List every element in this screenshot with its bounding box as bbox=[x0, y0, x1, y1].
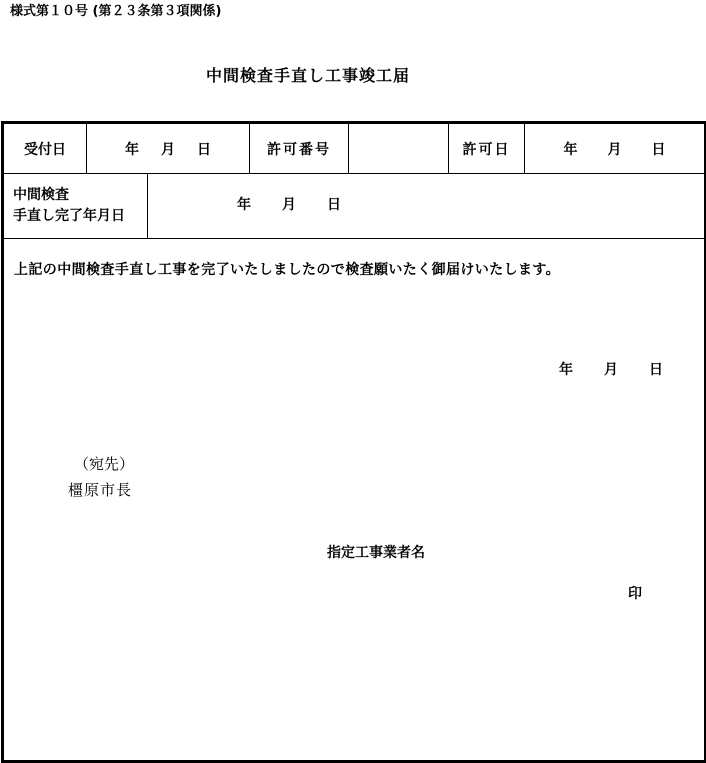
permit-date-field[interactable] bbox=[525, 124, 704, 173]
completion-date-label bbox=[4, 174, 148, 238]
form-row-dates bbox=[4, 124, 704, 174]
permit-date-label-text: 許可日 bbox=[462, 141, 511, 158]
month-unit: 月 bbox=[604, 362, 618, 378]
permit-number-label-text: 許可番号 bbox=[267, 141, 331, 158]
form-box bbox=[1, 121, 706, 763]
completion-label-line2: 手直し完了年月日 bbox=[13, 208, 125, 224]
form-row-completion bbox=[4, 174, 704, 239]
contractor-label: 指定工事業者名 bbox=[327, 545, 425, 561]
month-unit: 月 bbox=[607, 141, 622, 158]
form-number: 様式第１０号 (第２３条第３項関係) bbox=[10, 4, 222, 19]
document-title: 中間検査手直し工事竣工届 bbox=[206, 66, 411, 85]
submission-date[interactable] bbox=[559, 359, 663, 379]
completion-date-ymd bbox=[237, 194, 341, 214]
received-date-label bbox=[4, 124, 87, 173]
day-unit: 日 bbox=[649, 362, 663, 378]
completion-date-field[interactable] bbox=[149, 174, 704, 238]
statement-text: 上記の中間検査手直し工事を完了いたしましたので検査願いたく御届けいたします。 bbox=[14, 262, 561, 278]
completion-label-line1: 中間検査 bbox=[13, 187, 69, 203]
received-date-label-text: 受付日 bbox=[24, 141, 66, 158]
permit-date-label bbox=[449, 124, 525, 173]
permit-number-label bbox=[250, 124, 349, 173]
received-date-field[interactable] bbox=[87, 124, 250, 173]
month-unit: 月 bbox=[282, 197, 296, 213]
year-unit: 年 bbox=[125, 141, 139, 158]
year-unit: 年 bbox=[563, 141, 578, 158]
year-unit: 年 bbox=[237, 197, 251, 213]
year-unit: 年 bbox=[559, 362, 573, 378]
day-unit: 日 bbox=[327, 197, 341, 213]
permit-number-field[interactable] bbox=[349, 124, 449, 173]
seal-mark: 印 bbox=[628, 586, 642, 602]
addressee-prefix: （宛先） bbox=[74, 455, 135, 473]
permit-date-ymd bbox=[525, 139, 704, 159]
received-date-ymd bbox=[87, 139, 249, 159]
day-unit: 日 bbox=[651, 141, 666, 158]
month-unit: 月 bbox=[161, 141, 175, 158]
addressee: 橿原市長 bbox=[68, 481, 133, 499]
day-unit: 日 bbox=[197, 141, 211, 158]
